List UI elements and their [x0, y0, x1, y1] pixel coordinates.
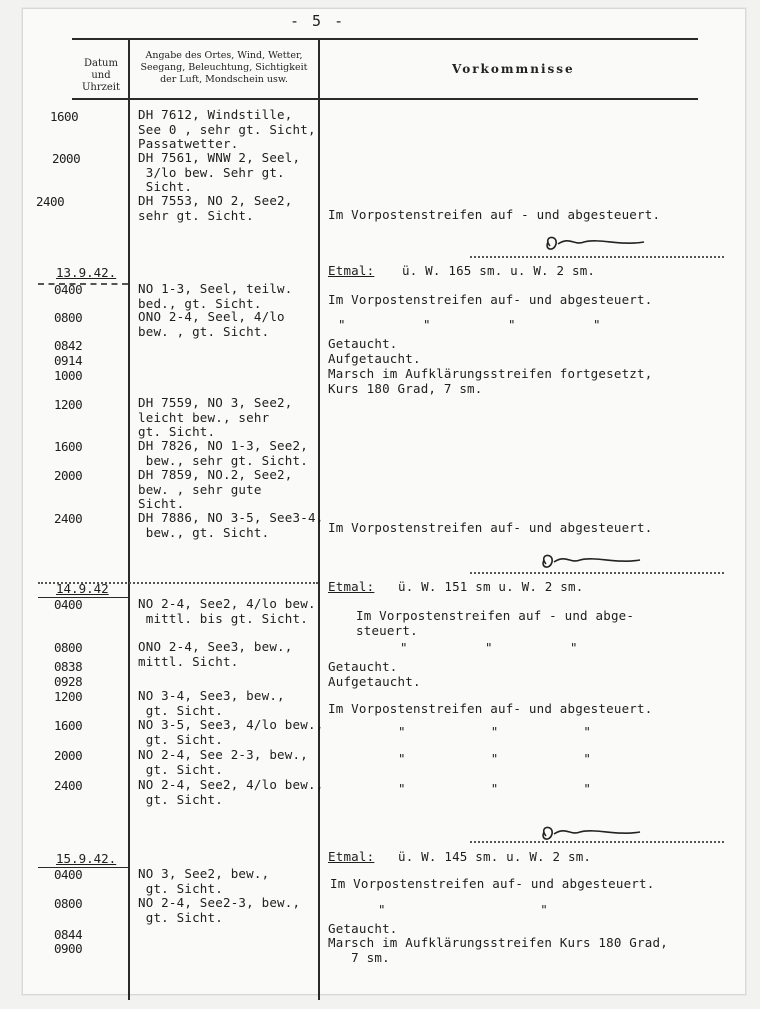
log-event: Im Vorpostenstreifen auf- und abgesteuert. — [328, 701, 653, 716]
etmal-value: ü. W. 165 sm. u. W. 2 sm. — [402, 263, 596, 278]
log-time: 1600 — [54, 439, 83, 454]
log-event: Im Vorpostenstreifen auf- und abgesteuert. — [328, 292, 653, 307]
log-event: Aufgetaucht. — [328, 674, 421, 689]
log-position: NO 3, See2, bew., gt. Sicht. — [138, 866, 270, 896]
section-separator — [470, 256, 724, 258]
log-position: NO 2-4, See2, 4/lo bew., gt. Sicht. — [138, 777, 324, 807]
log-time: 1600 — [50, 109, 79, 124]
log-event: Im Vorpostenstreifen auf - und abgesteuert. — [328, 207, 661, 222]
signature — [540, 232, 650, 256]
header-col-position-line: Angabe des Ortes, Wind, Wetter, — [145, 50, 303, 61]
date-rule — [38, 597, 128, 598]
log-position: DH 7553, NO 2, See2, sehr gt. Sicht. — [138, 193, 293, 223]
log-event: Getaucht. — [328, 921, 398, 936]
page-number: - 5 - — [290, 12, 346, 30]
log-time: 2400 — [54, 511, 83, 526]
log-position: NO 3-4, See3, bew., gt. Sicht. — [138, 688, 285, 718]
log-position: DH 7559, NO 3, See2, leicht bew., sehr gt. Sicht. — [138, 395, 293, 439]
header-bottom-rule — [72, 98, 698, 100]
log-time: 0800 — [54, 896, 83, 911]
log-page — [22, 8, 746, 995]
header-col-date-line: Uhrzeit — [81, 82, 121, 93]
log-event: " " " " — [338, 317, 601, 332]
log-position: NO 2-4, See2-3, bew., gt. Sicht. — [138, 895, 301, 925]
log-position: DH 7886, NO 3-5, See3-4, bew., gt. Sicht. — [138, 510, 324, 540]
date-rule — [38, 867, 128, 868]
log-time: 0800 — [54, 310, 83, 325]
etmal-value: ü. W. 145 sm. u. W. 2 sm. — [398, 849, 592, 864]
log-time: 0928 — [54, 674, 83, 689]
log-time: 0900 — [54, 941, 83, 956]
log-time: 0400 — [54, 867, 83, 882]
log-time: 1200 — [54, 397, 83, 412]
etmal-value: ü. W. 151 sm u. W. 2 sm. — [398, 579, 584, 594]
log-time: 1000 — [54, 368, 83, 383]
log-event: Aufgetaucht. — [328, 351, 421, 366]
log-position: NO 3-5, See3, 4/lo bew., gt. Sicht. — [138, 717, 324, 747]
log-date: 15.9.42. — [56, 851, 117, 866]
log-time: 1600 — [54, 718, 83, 733]
log-time: 2000 — [54, 468, 83, 483]
etmal-label: Etmal: — [328, 849, 375, 864]
log-time: 2000 — [52, 151, 81, 166]
log-time: 1200 — [54, 689, 83, 704]
log-time: 0838 — [54, 659, 83, 674]
log-event: Marsch im Aufklärungsstreifen fortgesetzt, Kurs 180 Grad, 7 sm. — [328, 366, 653, 396]
log-date: 13.9.42. — [56, 265, 117, 280]
header-col-events: Vorkommnisse — [452, 62, 575, 76]
header-col-date-line: und — [91, 70, 111, 81]
header-col-position-line: der Luft, Mondschein usw. — [160, 74, 288, 85]
log-position: DH 7826, NO 1-3, See2, bew., sehr gt. Sicht. — [138, 438, 308, 468]
log-event: " " " — [398, 724, 592, 739]
log-position: NO 2-4, See 2-3, bew., gt. Sicht. — [138, 747, 308, 777]
etmal-label: Etmal: — [328, 579, 375, 594]
section-separator — [38, 283, 128, 285]
log-time: 0914 — [54, 353, 83, 368]
log-time: 2400 — [54, 778, 83, 793]
log-event: " " " — [398, 781, 592, 796]
header-col-date — [76, 58, 126, 94]
log-position: ONO 2-4, Seel, 4/lo bew. , gt. Sicht. — [138, 309, 285, 339]
header-col-position — [132, 50, 316, 86]
section-separator — [470, 841, 724, 843]
log-event: " " — [378, 902, 548, 917]
log-position: DH 7561, WNW 2, Seel, 3/lo bew. Sehr gt. Sicht. — [138, 150, 301, 194]
header-col-date-line: Datum — [84, 58, 118, 69]
log-position: DH 7859, NO.2, See2, bew. , sehr gute Sicht. — [138, 467, 293, 511]
log-event: Im Vorpostenstreifen auf- und abgesteuert. — [330, 876, 655, 891]
log-event: " " " — [398, 751, 592, 766]
log-time: 2400 — [36, 194, 65, 209]
log-event: " " " — [400, 640, 578, 655]
section-separator — [470, 572, 724, 574]
log-event: Getaucht. — [328, 659, 398, 674]
log-position: NO 1-3, Seel, teilw. bed., gt. Sicht. — [138, 281, 293, 311]
log-time: 0400 — [54, 282, 83, 297]
log-event: Getaucht. — [328, 336, 398, 351]
column-divider-1 — [128, 38, 130, 1000]
log-position: ONO 2-4, See3, bew., mittl. Sicht. — [138, 639, 293, 669]
etmal-label: Etmal: — [328, 263, 375, 278]
log-time: 0842 — [54, 338, 83, 353]
signature — [536, 550, 646, 574]
header-col-position-line: Seegang, Beleuchtung, Sichtigkeit — [140, 62, 308, 73]
log-position: NO 2-4, See2, 4/lo bew. mittl. bis gt. Sicht. — [138, 596, 316, 626]
log-event: Im Vorpostenstreifen auf- und abgesteuert. — [328, 520, 653, 535]
log-time: 0400 — [54, 597, 83, 612]
log-event: Marsch im Aufklärungsstreifen Kurs 180 Grad, 7 sm. — [328, 935, 668, 965]
log-time: 2000 — [54, 748, 83, 763]
header-top-rule — [72, 38, 698, 40]
log-date: 14.9.42 — [56, 581, 109, 596]
log-time: 0800 — [54, 640, 83, 655]
log-position: DH 7612, Windstille, See 0 , sehr gt. Sicht, Passatwetter. — [138, 107, 316, 151]
log-time: 0844 — [54, 927, 83, 942]
log-event: Im Vorpostenstreifen auf - und abge- steuert. — [356, 608, 635, 638]
